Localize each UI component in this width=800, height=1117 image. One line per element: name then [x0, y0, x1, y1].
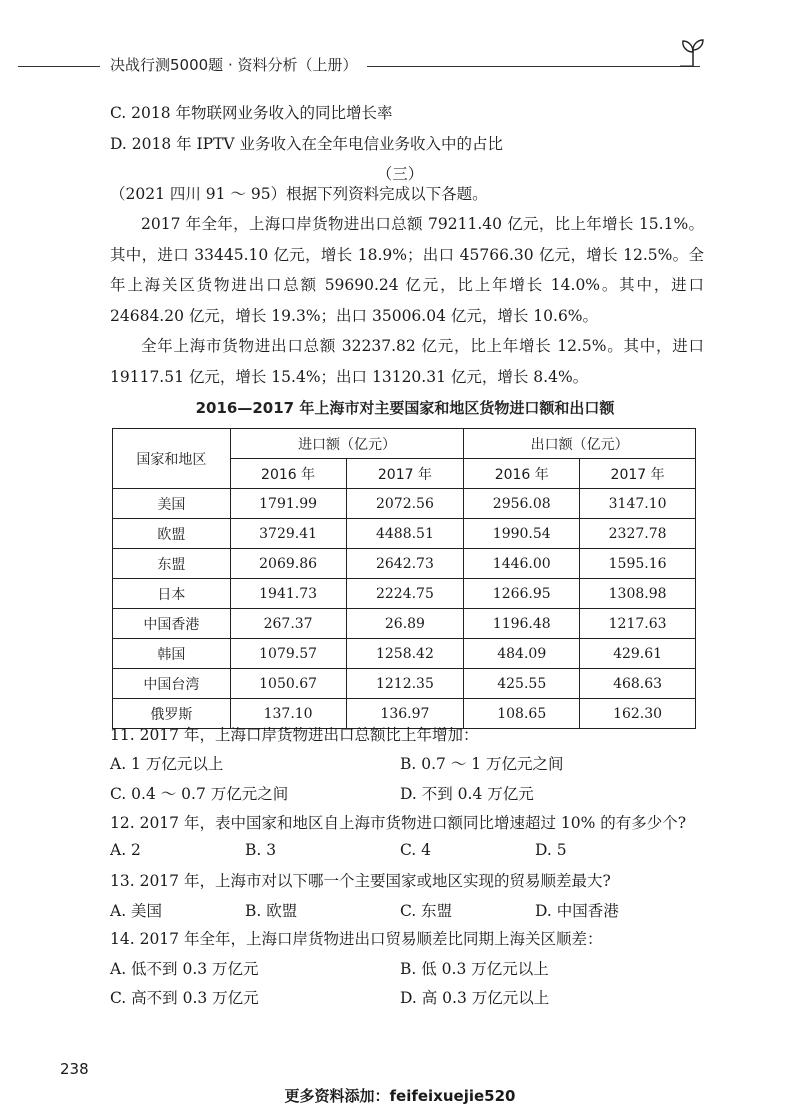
- cell-value: 1217.63: [580, 609, 696, 639]
- header-year: 2016 年: [230, 459, 346, 489]
- question-12-stem: 12. 2017 年，表中国家和地区自上海市货物进口额同比增速超过 10% 的有多少个?: [110, 814, 687, 832]
- question-13-options: [110, 899, 710, 921]
- cell-value: 1990.54: [464, 519, 580, 549]
- paragraph-1: 2017 年全年，上海口岸货物进出口总额 79211.40 亿元，比上年增长 15.1%。其中，进口 33445.10 亿元，增长 18.9%；出口 45766.30 亿元，增长 12.5%。全年上海关区货物进出口总额 59690.24 亿元，比上年增长 14.0%。其中，进口 24684.20 亿元，增长 19.3%；出口 35006.04 亿元，增长 10.6%。: [110, 215, 704, 325]
- option-c: C. 高不到 0.3 万亿元: [110, 989, 259, 1007]
- option-b: B. 欧盟: [245, 902, 298, 920]
- paragraph-2: 全年上海市货物进出口总额 32237.82 亿元，比上年增长 12.5%。其中，进口 19117.51 亿元，增长 15.4%；出口 13120.31 亿元，增长 8.4%。: [110, 337, 704, 386]
- cell-value: 4488.51: [346, 519, 464, 549]
- prev-option-c: C. 2018 年物联网业务收入的同比增长率: [110, 104, 393, 122]
- cell-value: 2069.86: [230, 549, 346, 579]
- cell-value: 267.37: [230, 609, 346, 639]
- table-row: [113, 519, 696, 549]
- cell-value: 2327.78: [580, 519, 696, 549]
- header-import: 进口额（亿元）: [230, 429, 464, 459]
- option-a: A. 美国: [110, 902, 163, 920]
- cell-value: 425.55: [464, 669, 580, 699]
- cell-value: 137.10: [230, 699, 346, 729]
- cell-value: 1050.67: [230, 669, 346, 699]
- option-b: B. 0.7 ～ 1 万亿元之间: [400, 755, 564, 773]
- cell-value: 162.30: [580, 699, 696, 729]
- region-name: 东盟: [113, 549, 231, 579]
- cell-value: 1196.48: [464, 609, 580, 639]
- cell-value: 1791.99: [230, 489, 346, 519]
- region-name: 美国: [113, 489, 231, 519]
- table-row: [113, 669, 696, 699]
- cell-value: 2956.08: [464, 489, 580, 519]
- table-row: [113, 549, 696, 579]
- cell-value: 2224.75: [346, 579, 464, 609]
- cell-value: 2072.56: [346, 489, 464, 519]
- question-11-options-row1: [110, 752, 710, 774]
- cell-value: 1595.16: [580, 549, 696, 579]
- option-d: D. 高 0.3 万亿元以上: [400, 989, 550, 1007]
- header-year: 2017 年: [580, 459, 696, 489]
- header-year: 2016 年: [464, 459, 580, 489]
- table-row: [113, 639, 696, 669]
- cell-value: 108.65: [464, 699, 580, 729]
- option-d: D. 中国香港: [535, 902, 619, 920]
- option-b: B. 3: [245, 841, 277, 859]
- region-name: 韩国: [113, 639, 231, 669]
- section-intro: （2021 四川 91 ～ 95）根据下列资料完成以下各题。: [110, 185, 488, 203]
- question-14-options-row2: [110, 986, 710, 1008]
- cell-value: 136.97: [346, 699, 464, 729]
- region-name: 欧盟: [113, 519, 231, 549]
- question-13-stem: 13. 2017 年，上海市对以下哪一个主要国家或地区实现的贸易顺差最大?: [110, 872, 611, 890]
- region-name: 俄罗斯: [113, 699, 231, 729]
- cell-value: 1446.00: [464, 549, 580, 579]
- sprout-icon: [676, 36, 710, 70]
- option-c: C. 0.4 ～ 0.7 万亿元之间: [110, 785, 289, 803]
- header-region: 国家和地区: [113, 429, 231, 489]
- header-year: 2017 年: [346, 459, 464, 489]
- table-title: 2016—2017 年上海市对主要国家和地区货物进口额和出口额: [195, 399, 615, 417]
- cell-value: 1212.35: [346, 669, 464, 699]
- question-14-options-row1: [110, 957, 710, 979]
- option-c: C. 东盟: [400, 902, 453, 920]
- cell-value: 3729.41: [230, 519, 346, 549]
- option-a: A. 2: [110, 841, 141, 859]
- prev-option-d: D. 2018 年 IPTV 业务收入在全年电信业务收入中的占比: [110, 135, 504, 153]
- page-number: 238: [60, 1060, 89, 1078]
- option-d: D. 不到 0.4 万亿元: [400, 785, 534, 803]
- table-row: [113, 489, 696, 519]
- table-row: [113, 579, 696, 609]
- cell-value: 1308.98: [580, 579, 696, 609]
- section-title: （三）: [376, 165, 424, 183]
- cell-value: 468.63: [580, 669, 696, 699]
- running-header: 决战行测5000题 · 资料分析（上册）: [100, 54, 367, 75]
- question-11-options-row2: [110, 782, 710, 804]
- option-a: A. 1 万亿元以上: [110, 755, 224, 773]
- cell-value: 2642.73: [346, 549, 464, 579]
- region-name: 日本: [113, 579, 231, 609]
- cell-value: 1266.95: [464, 579, 580, 609]
- cell-value: 3147.10: [580, 489, 696, 519]
- cell-value: 1258.42: [346, 639, 464, 669]
- region-name: 中国香港: [113, 609, 231, 639]
- footer-note: 更多资料添加：feifeixuejie520: [284, 1087, 516, 1105]
- option-c: C. 4: [400, 841, 432, 859]
- cell-value: 429.61: [580, 639, 696, 669]
- region-name: 中国台湾: [113, 669, 231, 699]
- header-export: 出口额（亿元）: [464, 429, 696, 459]
- cell-value: 26.89: [346, 609, 464, 639]
- trade-table: [112, 428, 696, 729]
- question-14-stem: 14. 2017 年全年，上海口岸货物进出口贸易顺差比同期上海关区顺差：: [110, 930, 603, 948]
- table-row: [113, 609, 696, 639]
- option-b: B. 低 0.3 万亿元以上: [400, 960, 549, 978]
- question-11-stem: 11. 2017 年，上海口岸货物进出口总额比上年增加：: [110, 726, 479, 744]
- question-12-options: [110, 841, 710, 863]
- option-d: D. 5: [535, 841, 567, 859]
- cell-value: 484.09: [464, 639, 580, 669]
- cell-value: 1079.57: [230, 639, 346, 669]
- cell-value: 1941.73: [230, 579, 346, 609]
- option-a: A. 低不到 0.3 万亿元: [110, 960, 259, 978]
